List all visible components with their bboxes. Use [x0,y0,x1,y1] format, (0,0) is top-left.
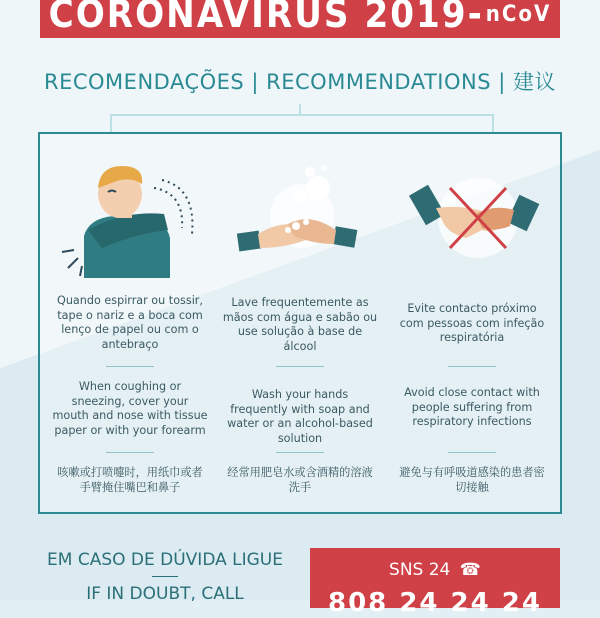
page-subtitle: RECOMENDAÇÕES | RECOMMENDATIONS | 建议 [44,70,556,94]
no-handshake-icon [386,158,558,278]
recommendation-text-zh: 避免与有呼吸道感染的患者密切接触 [399,466,545,494]
recommendation-text-en: Avoid close contact with people suffering from respiratory infections [404,386,540,428]
bracket-divider [110,114,494,132]
call-text-en: IF IN DOUBT, CALL [86,584,244,604]
divider [152,576,178,577]
recommendation-text-zh: 经常用肥皂水或含酒精的溶液洗手 [227,466,373,494]
recommendation-handwash [214,148,386,508]
sns-label [310,560,560,580]
title-banner [40,0,560,38]
divider [448,366,496,367]
recommendation-text-en: When coughing or sneezing, cover your mouth and nose with tissue paper or with your forearm [52,380,208,437]
person-coughing-into-elbow-icon [44,158,216,278]
divider [448,452,496,453]
sns-phone-number[interactable]: 808 24 24 24 [328,588,542,618]
recommendation-text-en: Wash your hands frequently with soap and water or an alcohol-based solution [227,388,373,445]
recommendation-text-zh: 咳嗽或打喷嚏时，用纸巾或者手臂掩住嘴巴和鼻子 [57,466,203,494]
title-main: CORONAVIRUS 2019- [48,0,484,36]
recommendation-avoid-contact [386,148,558,508]
hand-washing-icon [214,158,386,278]
divider [276,452,324,453]
recommendation-cough [44,148,216,508]
recommendation-text-pt: Evite contacto próximo com pessoas com infeção respiratória [399,302,545,344]
divider [106,452,154,453]
recommendation-text-pt: Quando espirrar ou tossir, tape o nariz e a boca com lenço de papel ou com o antebraço [57,294,203,351]
sns-hotline-box[interactable] [310,548,560,618]
title-suffix: nCoV [485,1,552,27]
recommendation-text-pt: Lave frequentemente as mãos com água e sabão ou use solução à base de álcool [222,296,378,353]
call-text-pt: EM CASO DE DÚVIDA LIGUE [47,550,283,570]
sns-label-text: SNS 24 [389,560,451,580]
divider [106,366,154,367]
divider [276,366,324,367]
phone-icon: ☎ [459,560,481,580]
